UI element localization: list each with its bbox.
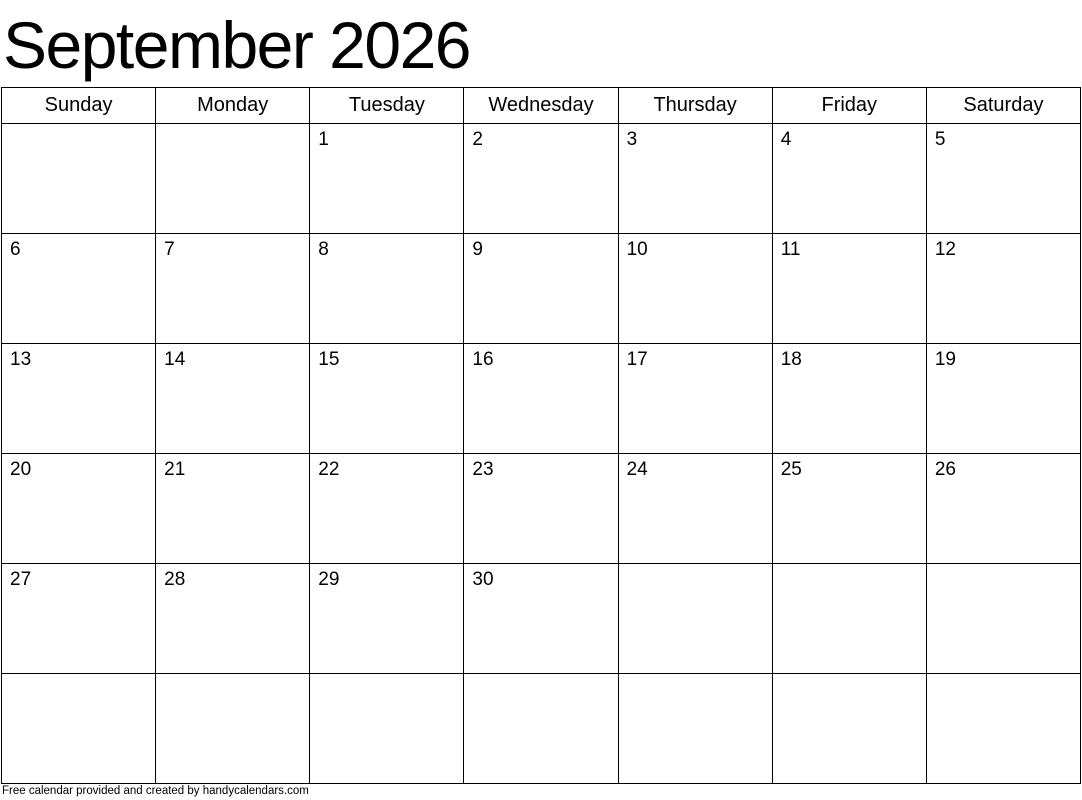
calendar-day-cell: [618, 124, 772, 234]
page-title: September 2026: [3, 8, 471, 82]
weekday-header-thursday: Thursday: [618, 88, 772, 124]
date-number: 9: [472, 239, 483, 260]
calendar-day-cell: [2, 344, 156, 454]
date-number: 8: [318, 239, 329, 260]
date-number: [619, 564, 772, 570]
date-number: 10: [626, 239, 648, 260]
weekday-header-sunday: Sunday: [2, 88, 156, 124]
date-number: 5: [934, 129, 946, 150]
date-number: [310, 674, 463, 680]
date-number: 15: [318, 349, 340, 370]
calendar-day-cell: [2, 124, 156, 234]
calendar-week-row: [2, 344, 1081, 454]
calendar-day-cell: [926, 124, 1080, 234]
calendar-week-row: [2, 124, 1081, 234]
calendar-week-row: [2, 564, 1081, 674]
calendar-day-cell: [772, 234, 926, 344]
calendar-day-cell: [2, 674, 156, 784]
calendar-week-row: [2, 674, 1081, 784]
calendar-day-cell: [310, 674, 464, 784]
calendar-day-cell: [156, 234, 310, 344]
date-number: 1: [318, 129, 329, 150]
calendar-day-cell: [156, 344, 310, 454]
calendar-day-cell: [2, 454, 156, 564]
calendar-week-row: [2, 454, 1081, 564]
date-number: 3: [626, 129, 638, 150]
calendar-day-cell: [618, 674, 772, 784]
date-number: 23: [472, 459, 494, 480]
date-number: 12: [934, 239, 956, 260]
calendar-day-cell: [926, 674, 1080, 784]
date-number: 6: [10, 239, 21, 260]
date-number: 4: [780, 129, 792, 150]
date-number: 14: [164, 349, 186, 370]
calendar-day-cell: [156, 674, 310, 784]
date-number: 22: [318, 459, 340, 480]
calendar-day-cell: [464, 674, 618, 784]
calendar-day-cell: [618, 454, 772, 564]
footer-credit: Free calendar provided and created by handycalendars.com: [2, 785, 309, 797]
weekday-header-wednesday: Wednesday: [464, 88, 618, 124]
date-number: [773, 674, 926, 680]
date-number: 18: [780, 349, 802, 370]
date-number: 24: [626, 459, 648, 480]
calendar-day-cell: [156, 124, 310, 234]
date-number: 27: [10, 569, 32, 590]
calendar-day-cell: [926, 454, 1080, 564]
date-number: [927, 674, 1080, 680]
date-number: 25: [780, 459, 802, 480]
calendar-day-cell: [310, 124, 464, 234]
calendar-week-row: [2, 234, 1081, 344]
calendar-day-cell: [772, 454, 926, 564]
date-number: 13: [10, 349, 32, 370]
calendar-day-cell: [926, 344, 1080, 454]
calendar-day-cell: [926, 564, 1080, 674]
date-number: [2, 674, 155, 680]
calendar-day-cell: [464, 124, 618, 234]
calendar-day-cell: [464, 564, 618, 674]
date-number: 20: [10, 459, 32, 480]
calendar-day-cell: [772, 344, 926, 454]
calendar-day-cell: [310, 344, 464, 454]
date-number: 30: [472, 569, 494, 590]
date-number: 29: [318, 569, 340, 590]
date-number: [619, 674, 772, 680]
date-number: 26: [934, 459, 956, 480]
calendar-day-cell: [772, 564, 926, 674]
date-number: [2, 124, 155, 130]
date-number: 7: [164, 239, 175, 260]
weekday-header-friday: Friday: [772, 88, 926, 124]
calendar-day-cell: [156, 564, 310, 674]
date-number: 28: [164, 569, 186, 590]
weekday-header-saturday: Saturday: [926, 88, 1080, 124]
date-number: 19: [934, 349, 956, 370]
weekday-header-monday: Monday: [156, 88, 310, 124]
weekday-header-row: [2, 88, 1081, 124]
calendar-day-cell: [464, 344, 618, 454]
calendar-day-cell: [310, 234, 464, 344]
date-number: 17: [626, 349, 648, 370]
calendar-day-cell: [772, 124, 926, 234]
date-number: [773, 564, 926, 570]
calendar-day-cell: [156, 454, 310, 564]
date-number: 2: [472, 129, 483, 150]
calendar-day-cell: [464, 454, 618, 564]
calendar-day-cell: [618, 564, 772, 674]
calendar-day-cell: [618, 344, 772, 454]
date-number: 11: [780, 239, 801, 260]
calendar-day-cell: [310, 454, 464, 564]
calendar-day-cell: [618, 234, 772, 344]
calendar-day-cell: [926, 234, 1080, 344]
date-number: 16: [472, 349, 494, 370]
calendar-day-cell: [2, 564, 156, 674]
calendar-day-cell: [772, 674, 926, 784]
weekday-header-tuesday: Tuesday: [310, 88, 464, 124]
date-number: [156, 674, 309, 680]
date-number: 21: [164, 459, 186, 480]
calendar-day-cell: [310, 564, 464, 674]
calendar-table: [1, 87, 1081, 784]
date-number: [927, 564, 1080, 570]
calendar-day-cell: [464, 234, 618, 344]
date-number: [156, 124, 309, 130]
date-number: [464, 674, 617, 680]
calendar-day-cell: [2, 234, 156, 344]
